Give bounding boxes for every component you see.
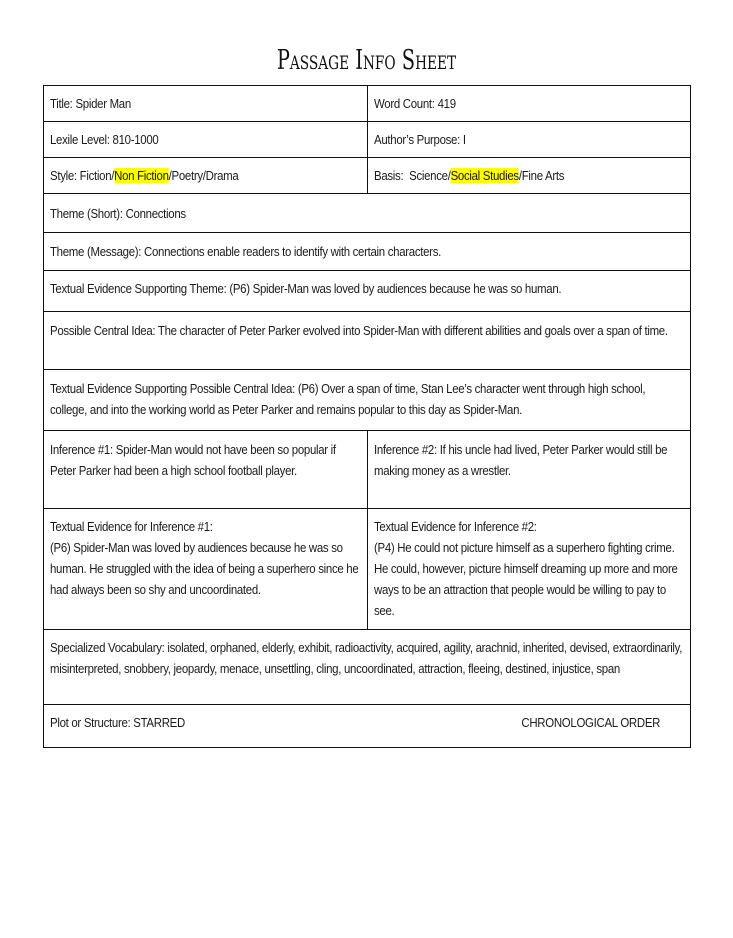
central-idea-value: The character of Peter Parker evolved into Spider-Man with different abilities and goals over a span of time. [157, 323, 668, 338]
authors-purpose-cell [368, 122, 691, 158]
basis-label: Basis: [374, 168, 404, 183]
plot-structure-cell [44, 705, 691, 748]
authors-purpose-label: Author’s Purpose: [374, 132, 460, 147]
word-count-value: 419 [437, 96, 456, 111]
plot-structure-right-value: CHRONOLOGICAL ORDER [521, 715, 661, 730]
table-row [44, 630, 691, 705]
table-row [44, 431, 691, 509]
style-cell [44, 158, 368, 194]
table-row [44, 233, 691, 271]
table-row [44, 509, 691, 630]
vocabulary-label: Specialized Vocabulary: [50, 640, 165, 655]
evidence-theme-value: (P6) Spider-Man was loved by audiences because he was so human. [229, 281, 562, 296]
theme-short-label: Theme (Short): [50, 206, 123, 221]
plot-structure-value: STARRED [133, 715, 185, 730]
plot-structure-label: Plot or Structure: [50, 715, 131, 730]
vocabulary-cell [44, 630, 691, 705]
evidence-theme-label: Textual Evidence Supporting Theme: [50, 281, 227, 296]
table-row [44, 158, 691, 194]
lexile-cell [44, 122, 368, 158]
table-row [44, 271, 691, 312]
page-title: Passage Info Sheet [276, 45, 457, 76]
title-cell [44, 86, 368, 122]
style-selected-highlight: Non Fiction [114, 168, 169, 183]
style-option-after: /Poetry/Drama [168, 168, 239, 183]
theme-message-value: Connections enable readers to identify with certain characters. [144, 244, 441, 259]
inference2-cell [368, 431, 691, 509]
inference2-label: Inference #2: [374, 442, 437, 457]
vocabulary-value: isolated, orphaned, elderly, exhibit, radioactivity, acquired, agility, arachnid, inherited, devised, extraordinarily, misinterpreted, snobbery, jeopardy, menace, unsettling, cling, uncoordinated, attraction, fleeing, destined, injustice, span [50, 640, 683, 676]
basis-option-before: Science/ [409, 168, 451, 183]
basis-option-after: /Fine Arts [518, 168, 565, 183]
evidence-theme-cell [44, 271, 691, 312]
evidence-inference2-cell [368, 509, 691, 630]
title-value: Spider Man [75, 96, 131, 111]
lexile-value: 810-1000 [112, 132, 159, 147]
evidence-central-idea-label: Textual Evidence Supporting Possible Central Idea: [50, 381, 295, 396]
authors-purpose-value: I [462, 132, 466, 147]
central-idea-label: Possible Central Idea: [50, 323, 156, 338]
title-label: Title: [50, 96, 73, 111]
inference1-cell [44, 431, 368, 509]
evidence-inference2-value: (P4) He could not picture himself as a superhero fighting crime. He could, however, picture himself dreaming up more and more ways to be an attraction that people would be willing to pay to see. [374, 540, 678, 618]
theme-message-cell [44, 233, 691, 271]
inference2-value: If his uncle had lived, Peter Parker would still be making money as a wrestler. [374, 442, 668, 478]
evidence-inference1-value: (P6) Spider-Man was loved by audiences because he was so human. He struggled with the idea of being a superhero since he had always been so shy and uncoordinated. [50, 540, 359, 597]
theme-short-cell [44, 194, 691, 233]
evidence-inference1-label: Textual Evidence for Inference #1: [50, 519, 213, 534]
evidence-inference1-cell [44, 509, 368, 630]
word-count-cell [368, 86, 691, 122]
word-count-label: Word Count: [374, 96, 435, 111]
evidence-central-idea-cell [44, 370, 691, 431]
evidence-inference2-label: Textual Evidence for Inference #2: [374, 519, 537, 534]
table-row [44, 122, 691, 158]
evidence-central-idea-value: (P6) Over a span of time, Stan Lee’s character went through high school, college, and into the working world as Peter Parker and remains popular to this day as Spider-Man. [50, 381, 646, 417]
table-row [44, 86, 691, 122]
inference1-value: Spider-Man would not have been so popular if Peter Parker had been a high school football player. [50, 442, 336, 478]
passage-info-table [43, 85, 691, 748]
theme-message-label: Theme (Message): [50, 244, 142, 259]
lexile-label: Lexile Level: [50, 132, 110, 147]
style-option-before: Fiction/ [79, 168, 115, 183]
central-idea-cell [44, 312, 691, 370]
table-row [44, 370, 691, 431]
theme-short-value: Connections [125, 206, 186, 221]
table-row [44, 312, 691, 370]
basis-cell [368, 158, 691, 194]
table-row [44, 705, 691, 748]
inference1-label: Inference #1: [50, 442, 113, 457]
table-row [44, 194, 691, 233]
basis-selected-highlight: Social Studies [450, 168, 519, 183]
style-label: Style: [50, 168, 77, 183]
